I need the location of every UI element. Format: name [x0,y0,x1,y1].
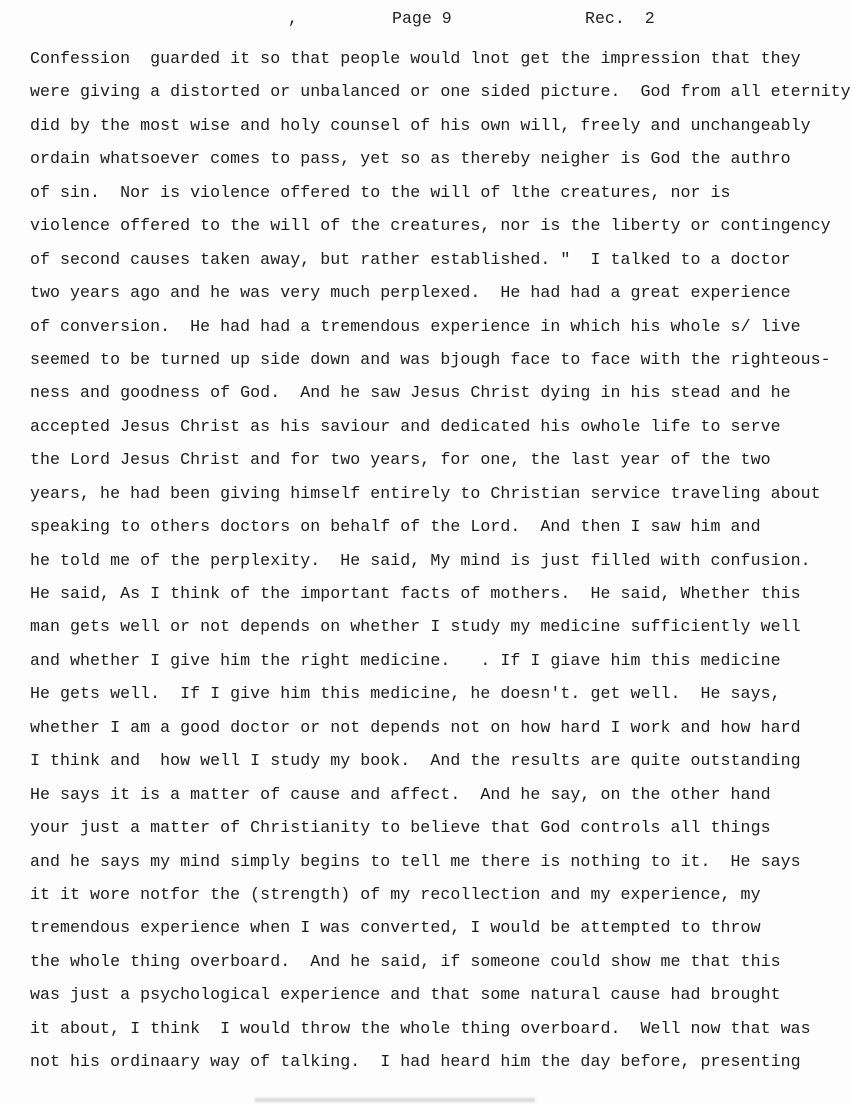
record-number: Rec. 2 [585,9,655,28]
text-line: I think and how well I study my book. And the results are quite outstanding [30,751,801,771]
text-line: two years ago and he was very much perplexed. He had had a great experience [30,283,791,303]
text-line: accepted Jesus Christ as his saviour and dedicated his owhole life to serve [30,416,781,436]
text-line: and whether I give him the right medicine. . If I giave him this medicine [30,650,781,670]
text-line: of second causes taken away, but rather established. " I talked to a doctor [30,249,791,269]
text-line: ness and goodness of God. And he saw Jesus Christ dying in his stead and he [30,383,791,403]
text-line: ordain whatsoever comes to pass, yet so as thereby neigher is God the authro [30,149,791,169]
text-line: of sin. Nor is violence offered to the will of lthe creatures, nor is [30,182,731,202]
header-mark: , [288,9,298,28]
text-line: seemed to be turned up side down and was bjough face to face with the righteous- [30,349,831,369]
text-line: and he says my mind simply begins to tell me there is nothing to it. He says [30,851,801,871]
text-line: was just a psychological experience and that some natural cause had brought [30,985,781,1005]
text-line: tremendous experience when I was converted, I would be attempted to throw [30,918,761,938]
text-line: the whole thing overboard. And he said, if someone could show me that this [30,951,781,971]
text-line: were giving a distorted or unbalanced or one sided picture. God from all eternity [30,82,851,102]
text-line: He gets well. If I give him this medicine, he doesn't. get well. He says, [30,684,781,704]
text-line: whether I am a good doctor or not depends not on how hard I work and how hard [30,717,801,737]
text-line: He says it is a matter of cause and affect. And he say, on the other hand [30,784,771,804]
body-text [30,42,851,1079]
text-line: speaking to others doctors on behalf of the Lord. And then I saw him and [30,517,761,537]
text-line: man gets well or not depends on whether I study my medicine sufficiently well [30,617,801,637]
text-line: the Lord Jesus Christ and for two years, for one, the last year of the two [30,450,771,470]
page-number: Page 9 [392,9,452,28]
scan-smudge [255,1098,535,1102]
text-line: your just a matter of Christianity to believe that God controls all things [30,818,771,838]
text-line: of conversion. He had had a tremendous experience in which his whole s/ live [30,316,801,336]
text-line: he told me of the perplexity. He said, My mind is just filled with confusion. [30,550,811,570]
text-line: did by the most wise and holy counsel of his own will, freely and unchangeably [30,115,811,135]
text-line: He said, As I think of the important facts of mothers. He said, Whether this [30,584,801,603]
text-line: it about, I think I would throw the whole thing overboard. Well now that was [30,1018,811,1038]
text-line: Confession guarded it so that people would lnot get the impression that they [30,49,801,68]
text-line: years, he had been giving himself entirely to Christian service traveling about [30,483,821,503]
text-line: violence offered to the will of the creatures, nor is the liberty or contingency [30,216,831,236]
text-line: it it wore notfor the (strength) of my recollection and my experience, my [30,884,761,904]
text-line: not his ordinaary way of talking. I had heard him the day before, presenting [30,1052,801,1072]
